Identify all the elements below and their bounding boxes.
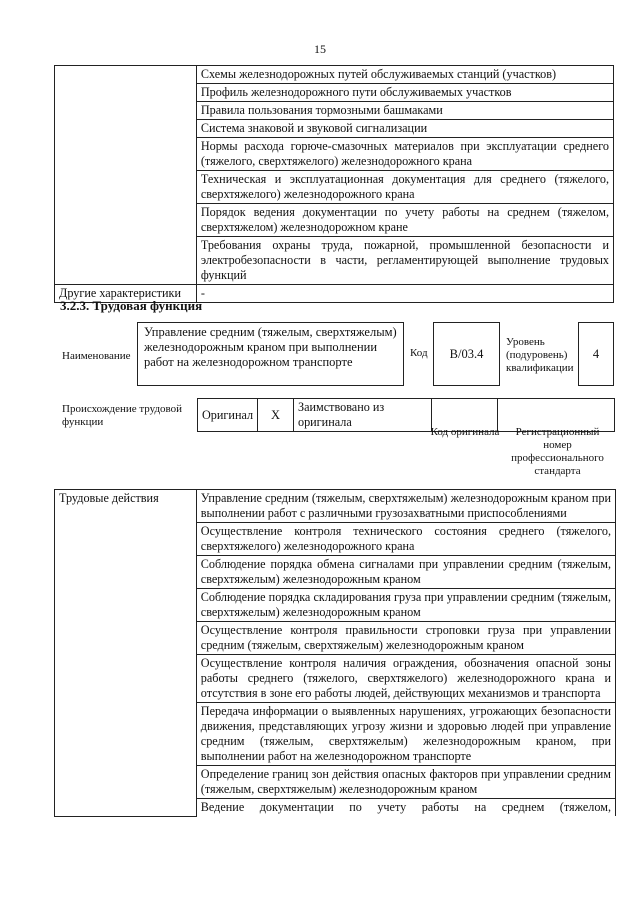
- origin-label: Происхождение трудовой функции: [62, 403, 183, 428]
- level-box: [578, 322, 614, 386]
- code-value: B/03.4: [449, 347, 484, 361]
- name-label: Наименование: [62, 350, 131, 362]
- code-caption: Код оригинала: [430, 426, 500, 438]
- original-mark: X: [271, 407, 281, 422]
- action-row: Ведение документации по учету работы на среднем (тяжелом,: [196, 799, 615, 817]
- borrowed-cell: [293, 399, 431, 432]
- code-box: [433, 322, 500, 386]
- level-value: 4: [592, 347, 600, 361]
- knowledge-row: Схемы железнодорожных путей обслуживаемых станций (участков): [196, 66, 613, 84]
- other-characteristics-label: Другие характеристики: [55, 285, 197, 303]
- action-row: Осуществление контроля технического состояния среднего (тяжелого, сверхтяжелого) железнодорожного крана: [196, 523, 615, 556]
- knowledge-row: Нормы расхода горюче-смазочных материалов при эксплуатации среднего (тяжелого, сверхтяжелого) железнодорожного крана: [196, 138, 613, 171]
- empty-left-cell: [55, 66, 197, 285]
- function-name-box: [137, 322, 404, 386]
- knowledge-row: Порядок ведения документации по учету работы на среднем (тяжелом, сверхтяжелом) железнодорожном кране: [196, 204, 613, 237]
- borrowed-label: Заимствовано из оригинала: [297, 400, 385, 429]
- page-number: 15: [314, 42, 326, 56]
- other-characteristics-value: -: [196, 285, 613, 303]
- original-mark-cell: [258, 399, 294, 432]
- knowledge-row: Система знаковой и звуковой сигнализации: [196, 120, 613, 138]
- labor-actions-table: [54, 489, 616, 817]
- registration-caption: Регистрационный номер профессионального стандарта: [511, 426, 604, 477]
- action-row: Соблюдение порядка обмена сигналами при управлении средним (тяжелым, сверхтяжелым) железнодорожным краном: [196, 556, 615, 589]
- action-row: Определение границ зон действия опасных факторов при управлении средним (тяжелым, сверхтяжелым) железнодорожным краном: [196, 766, 615, 799]
- knowledge-row: Требования охраны труда, пожарной, промышленной безопасности и электробезопасности в части, регламентирующей выполнение трудовых функций: [196, 237, 613, 285]
- action-row: Передача информации о выявленных нарушениях, угрожающих безопасности движения, представляющих угрозу жизни и здоровью людей при управление средним (тяжелым, сверхтяжелым) железнодорожным краном, при выполнении работ на железнодорожном транспорте: [196, 703, 615, 766]
- section-heading: 3.2.3. Трудовая функция: [60, 298, 203, 313]
- knowledge-table: [54, 65, 614, 303]
- original-label: Оригинал: [202, 407, 254, 422]
- action-row: Управление средним (тяжелым, сверхтяжелым) железнодорожным краном при выполнении работ с различными грузозахватными приспособлениями: [196, 490, 615, 523]
- labor-actions-label: Трудовые действия: [55, 490, 197, 817]
- code-label: Код: [410, 347, 428, 359]
- action-row: Осуществление контроля наличия ограждения, обозначения опасной зоны работы среднего (тяжелого, сверхтяжелого) железнодорожного крана и отсутствия в зоне его работы людей, действующих механизмов и транспорта: [196, 655, 615, 703]
- original-label-cell: [198, 399, 258, 432]
- action-row: Соблюдение порядка складирования груза при управлении средним (тяжелым, сверхтяжелым) железнодорожным краном: [196, 589, 615, 622]
- knowledge-row: Техническая и эксплуатационная документация для среднего (тяжелого, сверхтяжелого) железнодорожного крана: [196, 171, 613, 204]
- function-name-value: Управление средним (тяжелым, сверхтяжелым) железнодорожным краном при выполнении работ на железнодорожном транспорте: [144, 325, 397, 369]
- action-row: Осуществление контроля правильности строповки груза при управлении средним (тяжелым, сверхтяжелым) железнодорожным краном: [196, 622, 615, 655]
- knowledge-row: Правила пользования тормозными башмаками: [196, 102, 613, 120]
- knowledge-row: Профиль железнодорожного пути обслуживаемых участков: [196, 84, 613, 102]
- level-label: Уровень (подуровень) квалификации: [506, 336, 574, 374]
